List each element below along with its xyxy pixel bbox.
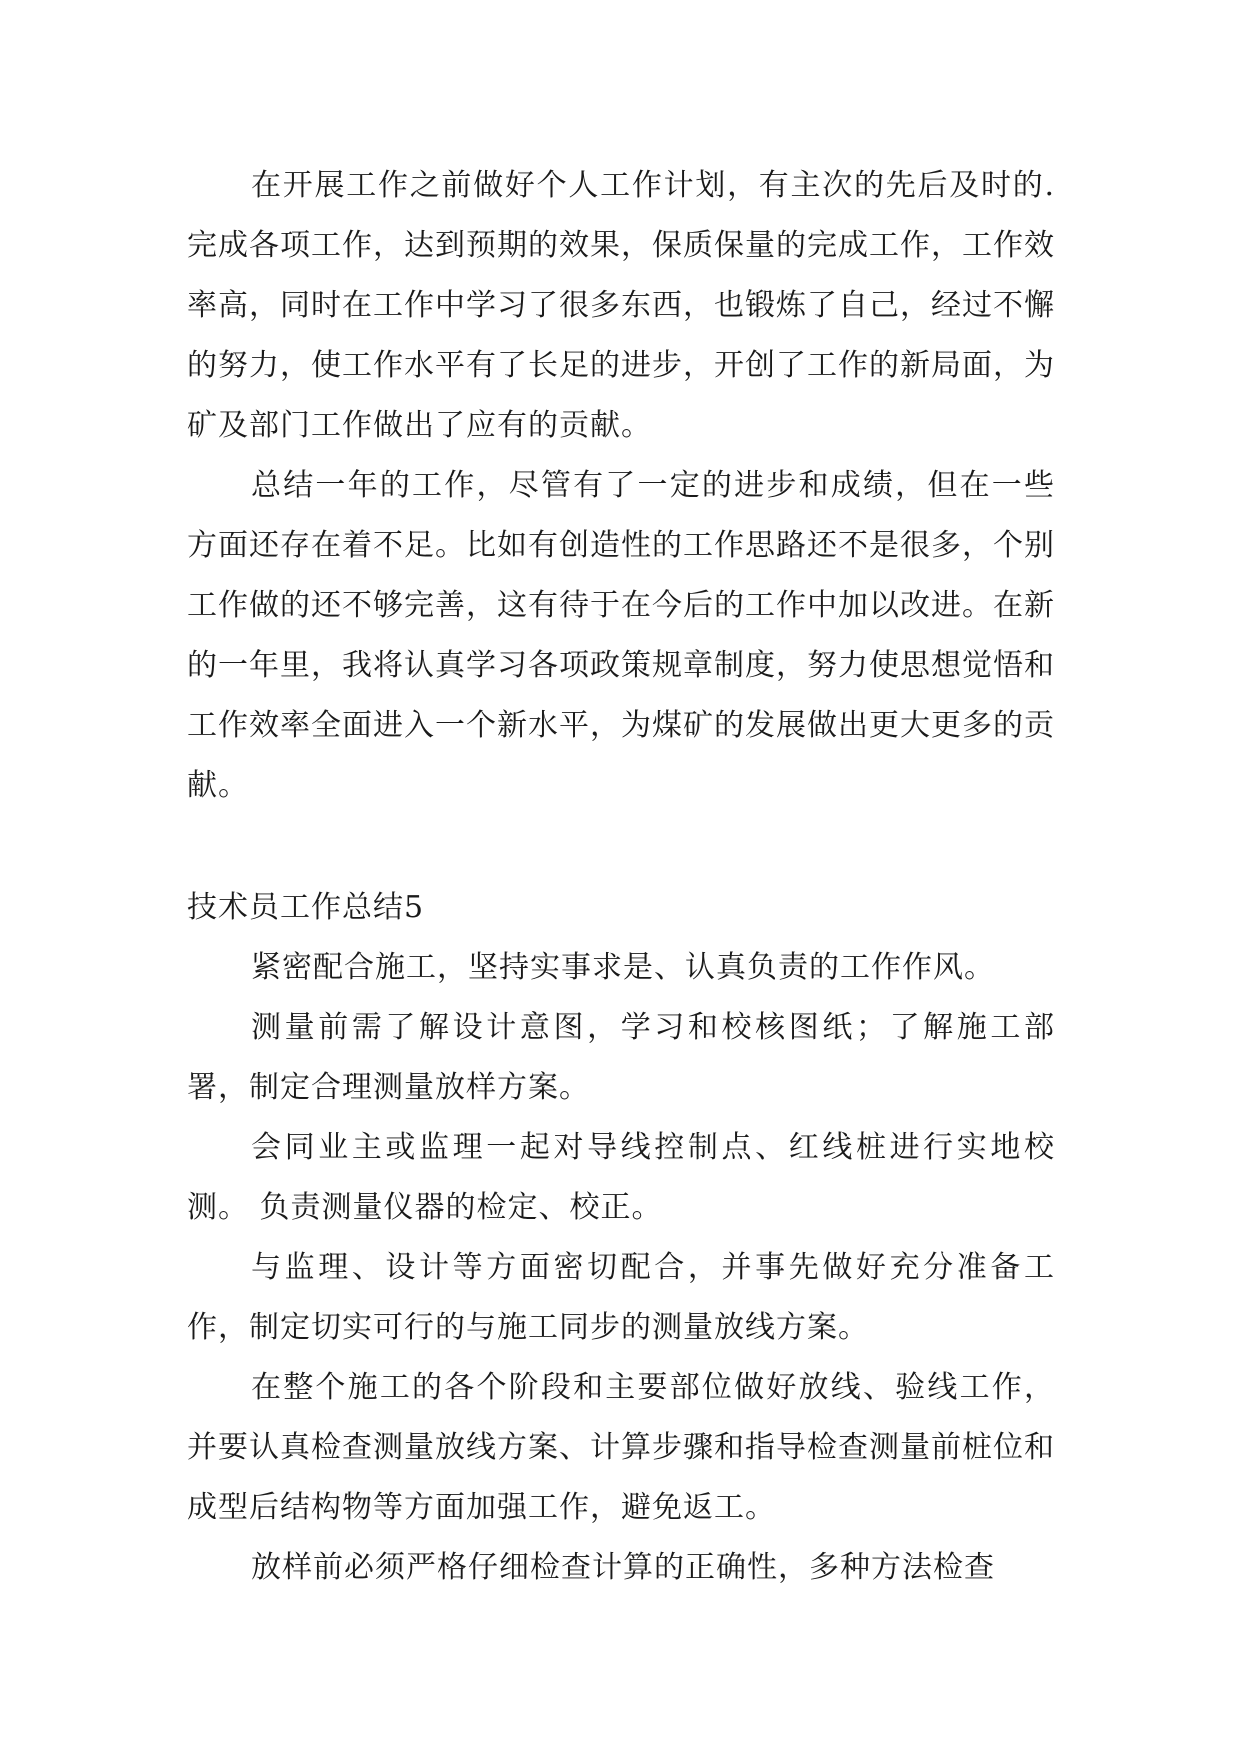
paragraph-coordination: 与监理、设计等方面密切配合，并事先做好充分准备工作，制定切实可行的与施工同步的测量放线方案。 bbox=[187, 1250, 1055, 1345]
paragraph-cooperate-construction: 紧密配合施工，坚持实事求是、认真负责的工作作风。 bbox=[251, 950, 995, 985]
paragraph-year-summary: 总结一年的工作，尽管有了一定的进步和成绩，但在一些方面还存在着不足。比如有创造性的工作思路还不是很多，个别工作做的还不够完善，这有待于在今后的工作中加以改进。在新的一年里，我将认真学习各项政策规章制度，努力使思想觉悟和工作效率全面进入一个新水平，为煤矿的发展做出更大更多的贡献。 bbox=[187, 468, 1055, 803]
paragraph-calculation-check: 放样前必须严格仔细检查计算的正确性，多种方法检查 bbox=[251, 1550, 995, 1585]
section-heading: 技术员工作总结5 bbox=[187, 890, 425, 925]
paragraph-survey-preparation: 测量前需了解设计意图，学习和校核图纸；了解施工部署，制定合理测量放样方案。 bbox=[187, 1010, 1055, 1105]
document-body bbox=[187, 156, 1055, 1598]
paragraph-work-planning: 在开展工作之前做好个人工作计划，有主次的先后及时的.完成各项工作，达到预期的效果，保质保量的完成工作，工作效率高，同时在工作中学习了很多东西，也锻炼了自己，经过不懈的努力，使工作水平有了长足的进步，开创了工作的新局面，为矿及部门工作做出了应有的贡献。 bbox=[187, 168, 1055, 443]
paragraph-control-point-check: 会同业主或监理一起对导线控制点、红线桩进行实地校测。 负责测量仪器的检定、校正。 bbox=[187, 1130, 1055, 1225]
paragraph-stakeout-verification: 在整个施工的各个阶段和主要部位做好放线、验线工作，并要认真检查测量放线方案、计算步骤和指导检查测量前桩位和成型后结构物等方面加强工作，避免返工。 bbox=[187, 1370, 1055, 1525]
